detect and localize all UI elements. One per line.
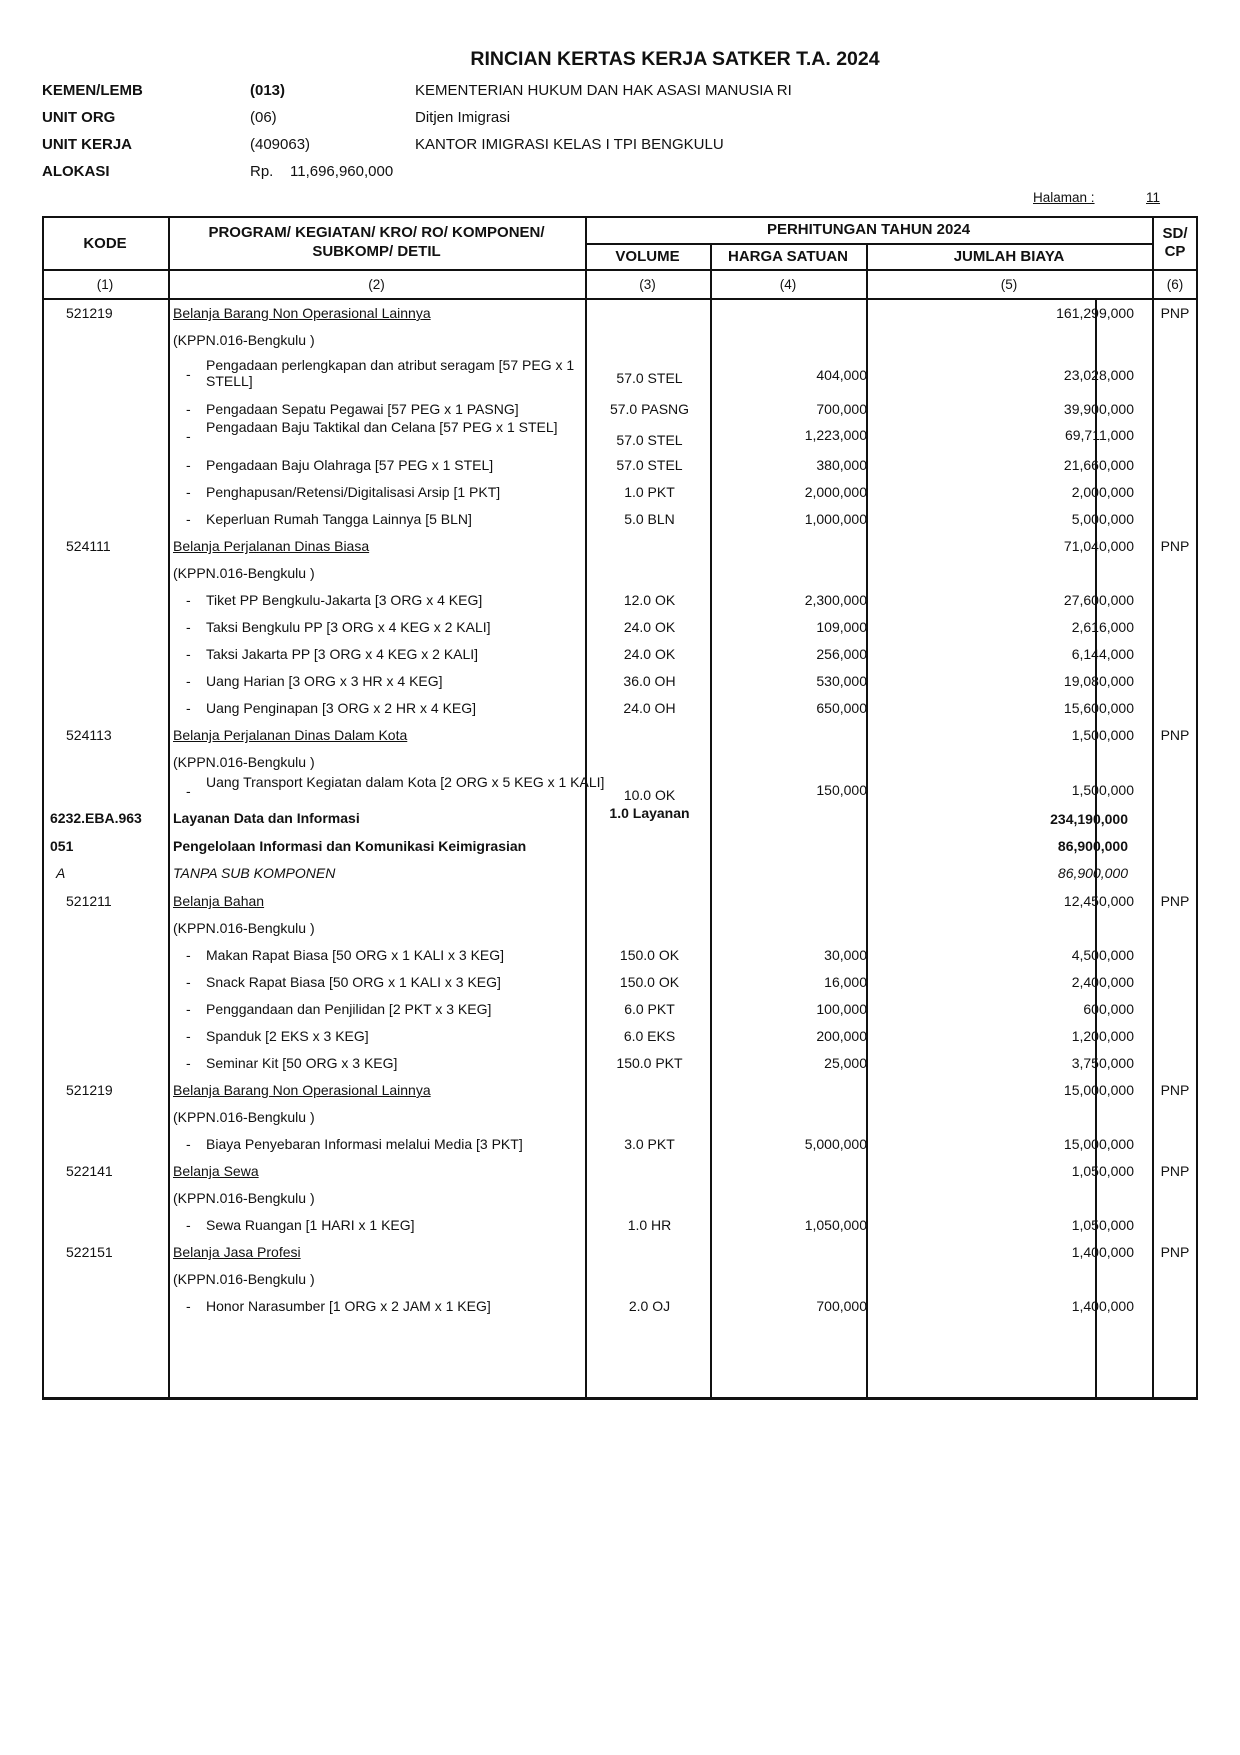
harga-satuan: 109,000 — [816, 619, 867, 635]
volume: 57.0 STEL — [616, 432, 683, 448]
jumlah-biaya: 86,900,000 — [1057, 838, 1128, 854]
harga-satuan: 700,000 — [816, 1298, 867, 1314]
volume: 150.0 OK — [619, 947, 680, 963]
akun-code: 524113 — [66, 727, 112, 743]
volume: 57.0 PASNG — [609, 401, 690, 417]
harga-satuan: 650,000 — [816, 700, 867, 716]
sdcp: PNP — [1160, 1244, 1190, 1260]
bullet-dash: - — [186, 1298, 191, 1314]
item-label: Pengadaan Sepatu Pegawai [57 PEG x 1 PASNG] — [206, 401, 519, 417]
ro-label: Layanan Data dan Informasi — [173, 810, 360, 826]
harga-satuan: 1,050,000 — [804, 1217, 867, 1233]
meta-code: (06) — [250, 109, 277, 126]
jumlah-biaya: 3,750,000 — [1071, 1055, 1134, 1071]
col-number: (1) — [96, 277, 114, 292]
jumlah-biaya: 4,500,000 — [1071, 947, 1134, 963]
item-label: Pengadaan Baju Olahraga [57 PEG x 1 STEL] — [206, 457, 494, 473]
jumlah-biaya: 39,900,000 — [1063, 401, 1134, 417]
meta-label: UNIT KERJA — [42, 136, 133, 153]
jumlah-biaya: 15,600,000 — [1063, 700, 1134, 716]
harga-satuan: 404,000 — [816, 367, 867, 383]
harga-satuan: 100,000 — [816, 1001, 867, 1017]
harga-satuan: 5,000,000 — [804, 1136, 867, 1152]
meta-label: KEMEN/LEMB — [42, 82, 143, 99]
bullet-dash: - — [186, 700, 191, 716]
harga-satuan: 700,000 — [816, 401, 867, 417]
header-sdcp-line1: SD/ — [1162, 225, 1188, 242]
jumlah-biaya: 2,000,000 — [1071, 484, 1134, 500]
akun-label: Belanja Perjalanan Dinas Dalam Kota — [173, 727, 408, 743]
volume: 6.0 PKT — [624, 1001, 675, 1017]
volume: 24.0 OK — [623, 619, 676, 635]
item-label: Penghapusan/Retensi/Digitalisasi Arsip [1 PKT] — [206, 484, 501, 500]
jumlah-biaya: 6,144,000 — [1071, 646, 1134, 662]
akun-code: 522141 — [66, 1163, 113, 1179]
harga-satuan: 2,000,000 — [804, 484, 867, 500]
jumlah-biaya: 19,080,000 — [1063, 673, 1134, 689]
akun-label: Belanja Perjalanan Dinas Biasa — [173, 538, 370, 554]
volume: 1.0 HR — [627, 1217, 672, 1233]
item-label: Spanduk [2 EKS x 3 KEG] — [206, 1028, 369, 1044]
volume: 1.0 PKT — [624, 484, 675, 500]
header-kode: KODE — [83, 235, 127, 252]
item-label: Pengadaan Baju Taktikal dan Celana [57 PEG x 1 STEL] — [206, 419, 558, 435]
akun-label: Belanja Barang Non Operasional Lainnya — [173, 1082, 431, 1098]
meta-code: (013) — [250, 82, 286, 99]
header-program-line1: PROGRAM/ KEGIATAN/ KRO/ RO/ KOMPONEN/ — [208, 224, 545, 241]
kppn-label: (KPPN.016-Bengkulu ) — [173, 332, 315, 348]
bullet-dash: - — [186, 428, 191, 444]
jumlah-biaya: 5,000,000 — [1071, 511, 1134, 527]
akun-code: 522151 — [66, 1244, 113, 1260]
akun-label: Belanja Barang Non Operasional Lainnya — [173, 305, 431, 321]
volume: 24.0 OH — [623, 700, 676, 716]
meta-name: Ditjen Imigrasi — [415, 109, 511, 126]
header-divider — [585, 243, 1153, 245]
bullet-dash: - — [186, 1055, 191, 1071]
jumlah-biaya: 1,400,000 — [1071, 1298, 1134, 1314]
kppn-label: (KPPN.016-Bengkulu ) — [173, 1190, 315, 1206]
harga-satuan: 30,000 — [824, 947, 867, 963]
jumlah-biaya: 23,028,000 — [1063, 367, 1134, 383]
jumlah-biaya: 1,500,000 — [1071, 727, 1134, 743]
col-number: (4) — [779, 277, 797, 292]
bullet-dash: - — [186, 484, 191, 500]
akun-label: Belanja Sewa — [173, 1163, 259, 1179]
kppn-label: (KPPN.016-Bengkulu ) — [173, 1109, 315, 1125]
volume: 24.0 OK — [623, 646, 676, 662]
item-label: Tiket PP Bengkulu-Jakarta [3 ORG x 4 KEG] — [206, 592, 483, 608]
bullet-dash: - — [186, 1136, 191, 1152]
bullet-dash: - — [186, 947, 191, 963]
header-jumlah-biaya: JUMLAH BIAYA — [953, 248, 1065, 265]
harga-satuan: 2,300,000 — [804, 592, 867, 608]
table-border-bottom — [42, 1397, 1198, 1400]
volume: 1.0 Layanan — [609, 805, 690, 821]
bullet-dash: - — [186, 619, 191, 635]
col-number: (5) — [1000, 277, 1018, 292]
komponen-label: Pengelolaan Informasi dan Komunikasi Keimigrasian — [173, 838, 527, 854]
item-label: Keperluan Rumah Tangga Lainnya [5 BLN] — [206, 511, 472, 527]
meta-label: UNIT ORG — [42, 109, 116, 126]
jumlah-biaya: 71,040,000 — [1063, 538, 1134, 554]
header-harga-satuan: HARGA SATUAN — [728, 248, 848, 265]
jumlah-biaya: 15,000,000 — [1063, 1082, 1134, 1098]
item-label: Snack Rapat Biasa [50 ORG x 1 KALI x 3 KEG] — [206, 974, 501, 990]
harga-satuan: 25,000 — [824, 1055, 867, 1071]
header-sdcp-line2: CP — [1164, 243, 1186, 260]
harga-satuan: 200,000 — [816, 1028, 867, 1044]
harga-satuan: 1,000,000 — [804, 511, 867, 527]
item-label: Makan Rapat Biasa [50 ORG x 1 KALI x 3 KEG] — [206, 947, 505, 963]
akun-label: Belanja Bahan — [173, 893, 265, 909]
akun-code: 524111 — [66, 538, 111, 554]
document-title: RINCIAN KERTAS KERJA SATKER T.A. 2024 — [470, 48, 880, 70]
komponen-code: 051 — [50, 838, 74, 854]
kppn-label: (KPPN.016-Bengkulu ) — [173, 565, 315, 581]
bullet-dash: - — [186, 673, 191, 689]
volume: 57.0 STEL — [616, 457, 683, 473]
item-label: Biaya Penyebaran Informasi melalui Media [3 PKT] — [206, 1136, 523, 1152]
item-label: Taksi Bengkulu PP [3 ORG x 4 KEG x 2 KALI] — [206, 619, 491, 635]
meta-code: (409063) — [250, 136, 311, 153]
col-divider — [1152, 216, 1154, 1399]
sdcp: PNP — [1160, 538, 1190, 554]
item-label: Pengadaan perlengkapan dan atribut seragam [57 PEG x 1 STELL] — [206, 357, 575, 389]
col-number: (2) — [368, 277, 385, 292]
harga-satuan: 150,000 — [816, 782, 867, 798]
jumlah-biaya: 1,050,000 — [1071, 1217, 1134, 1233]
jumlah-biaya: 600,000 — [1083, 1001, 1134, 1017]
jumlah-biaya: 86,900,000 — [1057, 865, 1128, 881]
page-label: Halaman : — [1033, 190, 1095, 205]
jumlah-biaya: 15,000,000 — [1063, 1136, 1134, 1152]
bullet-dash: - — [186, 646, 191, 662]
kppn-label: (KPPN.016-Bengkulu ) — [173, 920, 315, 936]
header-perhitungan: PERHITUNGAN TAHUN 2024 — [766, 221, 971, 238]
bullet-dash: - — [186, 592, 191, 608]
header-divider — [42, 298, 1198, 300]
akun-code: 521219 — [66, 1082, 113, 1098]
ro-code: 6232.EBA.963 — [50, 810, 142, 826]
col-number: (3) — [639, 277, 656, 292]
jumlah-biaya: 1,400,000 — [1071, 1244, 1134, 1260]
jumlah-biaya: 21,660,000 — [1063, 457, 1134, 473]
page-number: 11 — [1146, 190, 1161, 205]
jumlah-biaya: 1,500,000 — [1071, 782, 1134, 798]
item-label: Taksi Jakarta PP [3 ORG x 4 KEG x 2 KALI] — [206, 646, 479, 662]
bullet-dash: - — [186, 366, 191, 382]
akun-label: Belanja Jasa Profesi — [173, 1244, 301, 1260]
meta-label: ALOKASI — [42, 163, 110, 180]
kppn-label: (KPPN.016-Bengkulu ) — [173, 754, 315, 770]
header-volume: VOLUME — [615, 248, 680, 265]
bullet-dash: - — [186, 401, 191, 417]
col-divider — [168, 216, 170, 1399]
item-label: Honor Narasumber [1 ORG x 2 JAM x 1 KEG] — [206, 1298, 491, 1314]
harga-satuan: 256,000 — [816, 646, 867, 662]
volume: 10.0 OK — [623, 787, 676, 803]
kppn-label: (KPPN.016-Bengkulu ) — [173, 1271, 315, 1287]
volume: 57.0 STEL — [616, 370, 683, 386]
volume: 150.0 PKT — [616, 1055, 683, 1071]
sdcp: PNP — [1160, 1163, 1190, 1179]
header-program-line2: SUBKOMP/ DETIL — [312, 243, 441, 260]
bullet-dash: - — [186, 783, 191, 799]
col-number: (6) — [1166, 277, 1184, 292]
akun-code: 521211 — [66, 893, 112, 909]
jumlah-biaya: 2,616,000 — [1071, 619, 1134, 635]
header-divider — [42, 269, 1198, 271]
meta-name: KEMENTERIAN HUKUM DAN HAK ASASI MANUSIA RI — [415, 82, 792, 99]
sdcp: PNP — [1160, 893, 1190, 909]
bullet-dash: - — [186, 511, 191, 527]
jumlah-biaya: 12,450,000 — [1063, 893, 1134, 909]
bullet-dash: - — [186, 1217, 191, 1233]
sdcp: PNP — [1160, 727, 1190, 743]
volume: 150.0 OK — [619, 974, 680, 990]
jumlah-biaya: 234,190,000 — [1050, 811, 1128, 827]
table-border-top — [42, 216, 1198, 218]
item-label: Uang Transport Kegiatan dalam Kota [2 ORG x 5 KEG x 1 KALI] — [206, 774, 605, 790]
harga-satuan: 380,000 — [816, 457, 867, 473]
jumlah-biaya: 1,050,000 — [1071, 1163, 1134, 1179]
meta-name: KANTOR IMIGRASI KELAS I TPI BENGKULU — [415, 136, 724, 153]
bullet-dash: - — [186, 1001, 191, 1017]
budget-table — [42, 216, 1198, 1399]
volume: 6.0 EKS — [623, 1028, 676, 1044]
harga-satuan: 16,000 — [824, 974, 867, 990]
jumlah-biaya: 2,400,000 — [1071, 974, 1134, 990]
table-border-left — [42, 216, 44, 1399]
jumlah-biaya: 1,200,000 — [1071, 1028, 1134, 1044]
item-label: Uang Harian [3 ORG x 3 HR x 4 KEG] — [206, 673, 443, 689]
jumlah-biaya: 27,600,000 — [1063, 592, 1134, 608]
jumlah-biaya: 69,711,000 — [1064, 427, 1134, 443]
volume: 12.0 OK — [623, 592, 676, 608]
sdcp: PNP — [1160, 305, 1190, 321]
sdcp: PNP — [1160, 1082, 1190, 1098]
bullet-dash: - — [186, 974, 191, 990]
harga-satuan: 530,000 — [816, 673, 867, 689]
item-label: Penggandaan dan Penjilidan [2 PKT x 3 KEG] — [206, 1001, 492, 1017]
volume: 3.0 PKT — [624, 1136, 675, 1152]
harga-satuan: 1,223,000 — [804, 427, 867, 443]
volume: 36.0 OH — [623, 673, 676, 689]
table-border-right — [1196, 216, 1198, 1399]
bullet-dash: - — [186, 457, 191, 473]
item-label: Uang Penginapan [3 ORG x 2 HR x 4 KEG] — [206, 700, 477, 716]
volume: 2.0 OJ — [628, 1298, 671, 1314]
subkomponen-label: TANPA SUB KOMPONEN — [173, 865, 336, 881]
akun-code: 521219 — [66, 305, 113, 321]
item-label: Seminar Kit [50 ORG x 3 KEG] — [206, 1055, 398, 1071]
volume: 5.0 BLN — [624, 511, 675, 527]
subkomponen-code: A — [56, 865, 66, 881]
meta-alokasi-value: Rp. 11,696,960,000 — [250, 163, 394, 180]
bullet-dash: - — [186, 1028, 191, 1044]
jumlah-biaya: 161,299,000 — [1056, 305, 1134, 321]
item-label: Sewa Ruangan [1 HARI x 1 KEG] — [206, 1217, 415, 1233]
